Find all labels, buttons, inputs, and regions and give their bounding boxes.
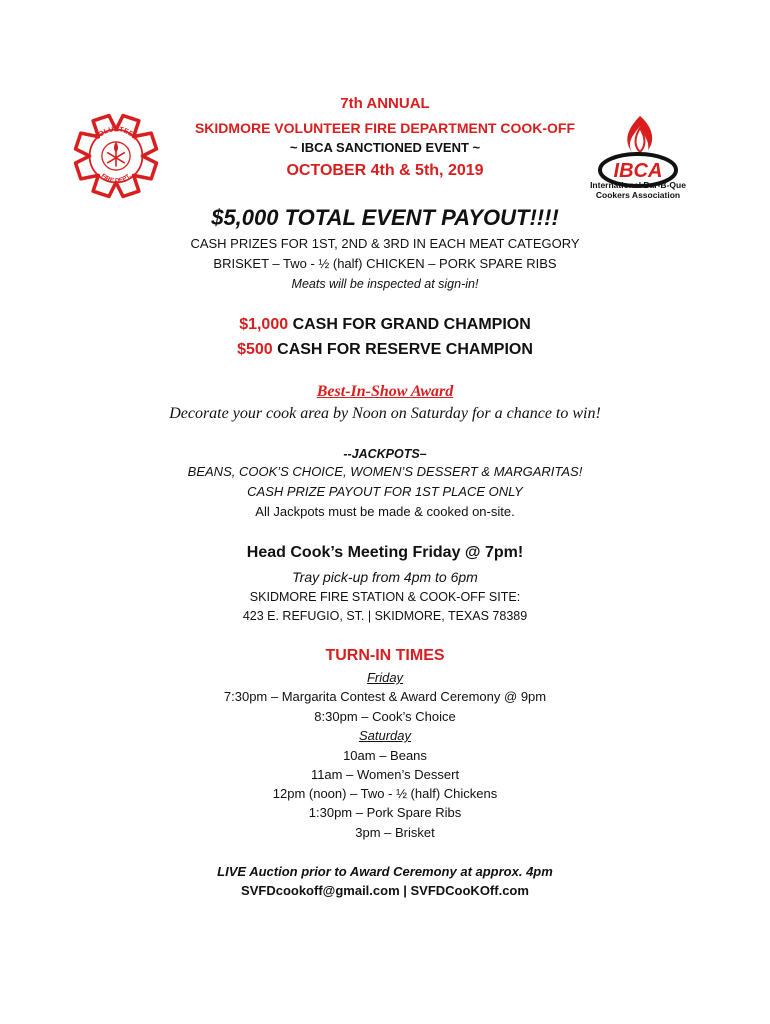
jackpots-line1: BEANS, COOK’S CHOICE, WOMEN’S DESSERT & MARGARITAS! <box>187 464 583 479</box>
meeting-title: Head Cook’s Meeting Friday @ 7pm! <box>246 544 524 561</box>
fire-logo-bottom-text: FIRE DEPT. <box>99 172 133 185</box>
friday-label: Friday <box>366 670 404 685</box>
ibca-caption-line2: Cookers Association <box>595 190 681 200</box>
grand-champion-line <box>0 316 770 334</box>
saturday-item: 1:30pm – Pork Spare Ribs <box>308 805 462 820</box>
meeting-address: 423 E. REFUGIO, ST. | SKIDMORE, TEXAS 78389 <box>242 609 528 623</box>
jackpots-title: --JACKPOTS– <box>343 447 427 461</box>
annual-heading: 7th ANNUAL <box>340 95 430 112</box>
payout-line1: CASH PRIZES FOR 1ST, 2ND & 3RD IN EACH MEAT CATEGORY <box>190 236 580 251</box>
turn-in-title: TURN-IN TIMES <box>325 647 445 664</box>
reserve-champion-label: CASH FOR RESERVE CHAMPION <box>272 341 533 358</box>
grand-champion-amount: $1,000 <box>239 316 289 333</box>
saturday-item: 11am – Women’s Dessert <box>310 767 460 782</box>
auction-note: LIVE Auction prior to Award Ceremony at approx. 4pm <box>217 864 553 879</box>
best-in-show-text: Decorate your cook area by Noon on Saturday for a chance to win! <box>169 405 601 422</box>
ibca-wordmark: IBCA <box>613 160 663 182</box>
event-name: SKIDMORE VOLUNTEER FIRE DEPARTMENT COOK-OFF <box>194 120 576 136</box>
saturday-item: 12pm (noon) – Two - ½ (half) Chickens <box>272 786 498 801</box>
meeting-tray: Tray pick-up from 4pm to 6pm <box>292 569 478 585</box>
best-in-show-title: Best-In-Show Award <box>316 383 454 400</box>
jackpots-line2: CASH PRIZE PAYOUT FOR 1ST PLACE ONLY <box>247 484 523 499</box>
payout-headline: $5,000 TOTAL EVENT PAYOUT!!!! <box>211 205 559 230</box>
reserve-champion-line <box>0 341 770 359</box>
saturday-label: Saturday <box>358 728 412 743</box>
meeting-site: SKIDMORE FIRE STATION & COOK-OFF SITE: <box>249 590 521 604</box>
sanctioned-line: ~ IBCA SANCTIONED EVENT ~ <box>289 140 481 155</box>
contact-line: SVFDcookoff@gmail.com | SVFDCooKOff.com <box>241 883 529 898</box>
saturday-item: 3pm – Brisket <box>355 825 435 840</box>
grand-champion-label: CASH FOR GRAND CHAMPION <box>288 316 531 333</box>
friday-item: 8:30pm – Cook’s Choice <box>314 709 456 724</box>
jackpots-line3: All Jackpots must be made & cooked on-site. <box>255 504 515 519</box>
payout-line2: BRISKET – Two - ½ (half) CHICKEN – PORK SPARE RIBS <box>213 256 557 271</box>
saturday-item: 10am – Beans <box>343 748 427 763</box>
ibca-caption-line1: International Bar-B-Que <box>590 180 686 190</box>
friday-item: 7:30pm – Margarita Contest & Award Ceremony @ 9pm <box>223 689 547 704</box>
event-dates: OCTOBER 4th & 5th, 2019 <box>286 162 484 179</box>
reserve-champion-amount: $500 <box>237 341 273 358</box>
payout-note: Meats will be inspected at sign-in! <box>291 277 479 291</box>
fire-logo-top-text: VOLUNTEER <box>93 126 139 142</box>
